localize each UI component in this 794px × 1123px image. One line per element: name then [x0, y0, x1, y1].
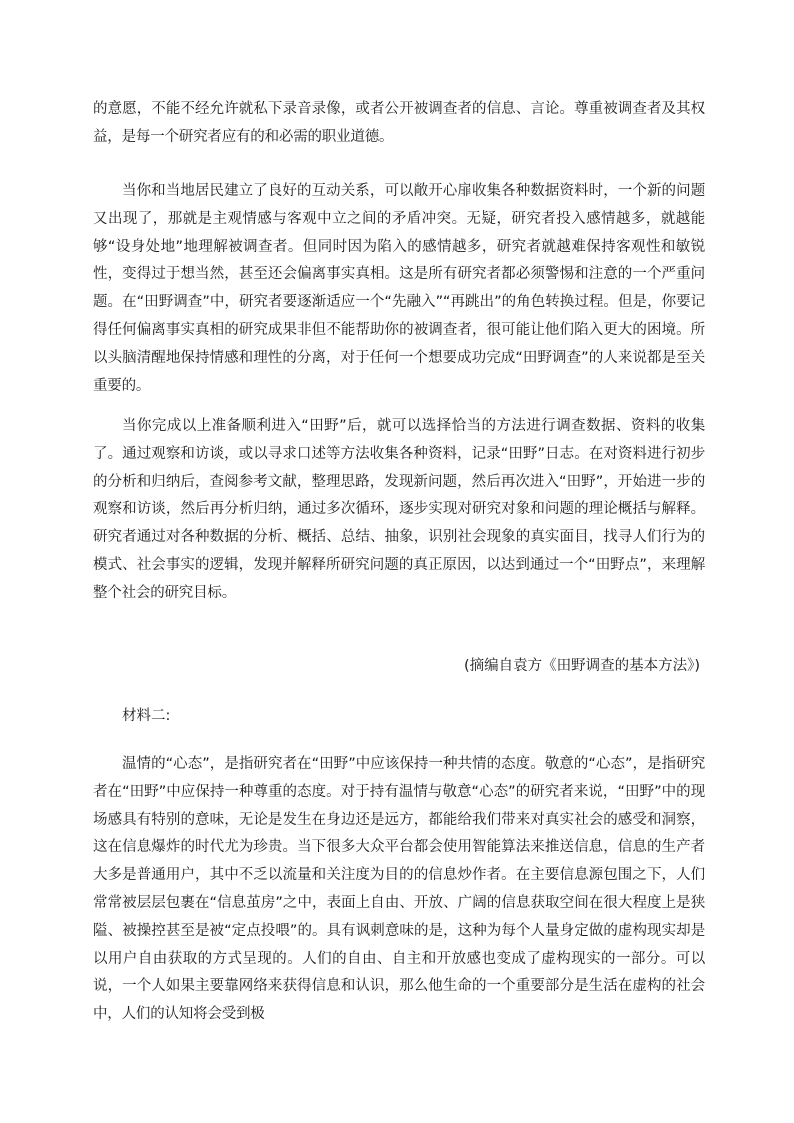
- paragraph-emotion-objectivity: 当你和当地居民建立了良好的互动关系，可以敞开心扉收集各种数据资料时，一个新的问题又出现了，那就是主观情感与客观中立之间的矛盾冲突。无疑，研究者投入感情越多，就越能够“设身处地”地理解被调查者。但同时因为陷入的感情越多，研究者就越难保持客观性和敏锐性，变得过于想当然，甚至还会偏离事实真相。这是所有研究者都必须警惕和注意的一个严重问题。在“田野调查”中，研究者要逐渐适应一个“先融入”“再跳出”的角色转换过程。但是，你要记得任何偏离事实真相的研究成果非但不能帮助你的被调查者，很可能让他们陷入更大的困境。所以头脑清醒地保持情感和理性的分离，对于任何一个想要成功完成“田野调查”的人来说都是至关重要的。: [93, 183, 705, 394]
- material-two-heading: 材料二:: [122, 708, 171, 724]
- source-citation: (摘编自袁方《田野调查的基本方法》): [463, 658, 700, 674]
- paragraph-data-collection: 当你完成以上准备顺利进入“田野”后，就可以选择恰当的方法进行调查数据、资料的收集了。通过观察和访谈，或以寻求口述等方法收集各种资料，记录“田野”日志。在对资料进行初步的分析和归纳后，查阅参考文献，整理思路，发现新问题，然后再次进入“田野”，开始进一步的观察和访谈，然后再分析归纳，通过多次循环，逐步实现对研究对象和问题的理论概括与解释。研究者通过对各种数据的分析、概括、总结、抽象，识别社会现象的真实面目，找寻人们行为的模式、社会事实的逻辑，发现并解释所研究问题的真正原因，以达到通过一个“田野点”，来理解整个社会的研究目标。: [93, 418, 705, 601]
- paragraph-continuation: 的意愿，不能不经允许就私下录音录像，或者公开被调查者的信息、言论。尊重被调查者及其权益，是每一个研究者应有的和必需的职业道德。: [93, 101, 705, 145]
- paragraph-material-two: 温情的“心态”，是指研究者在“田野”中应该保持一种共情的态度。敬意的“心态”，是指研究者在“田野”中应保持一种尊重的态度。对于持有温情与敬意“心态”的研究者来说，“田野”中的现场感具有特别的意味，无论是发生在身边还是远方，都能给我们带来对真实社会的感受和洞察，这在信息爆炸的时代尤为珍贵。当下很多大众平台都会使用智能算法来推送信息，信息的生产者大多是普通用户，其中不乏以流量和关注度为目的的信息炒作者。在主要信息源包围之下，人们常常被层层包裹在“信息茧房”之中，表面上自由、开放、广阔的信息获取空间在很大程度上是狭隘、被操控甚至是被“定点投喂”的。具有讽刺意味的是，这种为每个人量身定做的虚构现实却是以用户自由获取的方式呈现的。人们的自由、自主和开放感也变成了虚构现实的一部分。可以说，一个人如果主要靠网络来获得信息和认识，那么他生命的一个重要部分是生活在虚构的社会中，人们的认知将会受到极: [93, 756, 705, 1023]
